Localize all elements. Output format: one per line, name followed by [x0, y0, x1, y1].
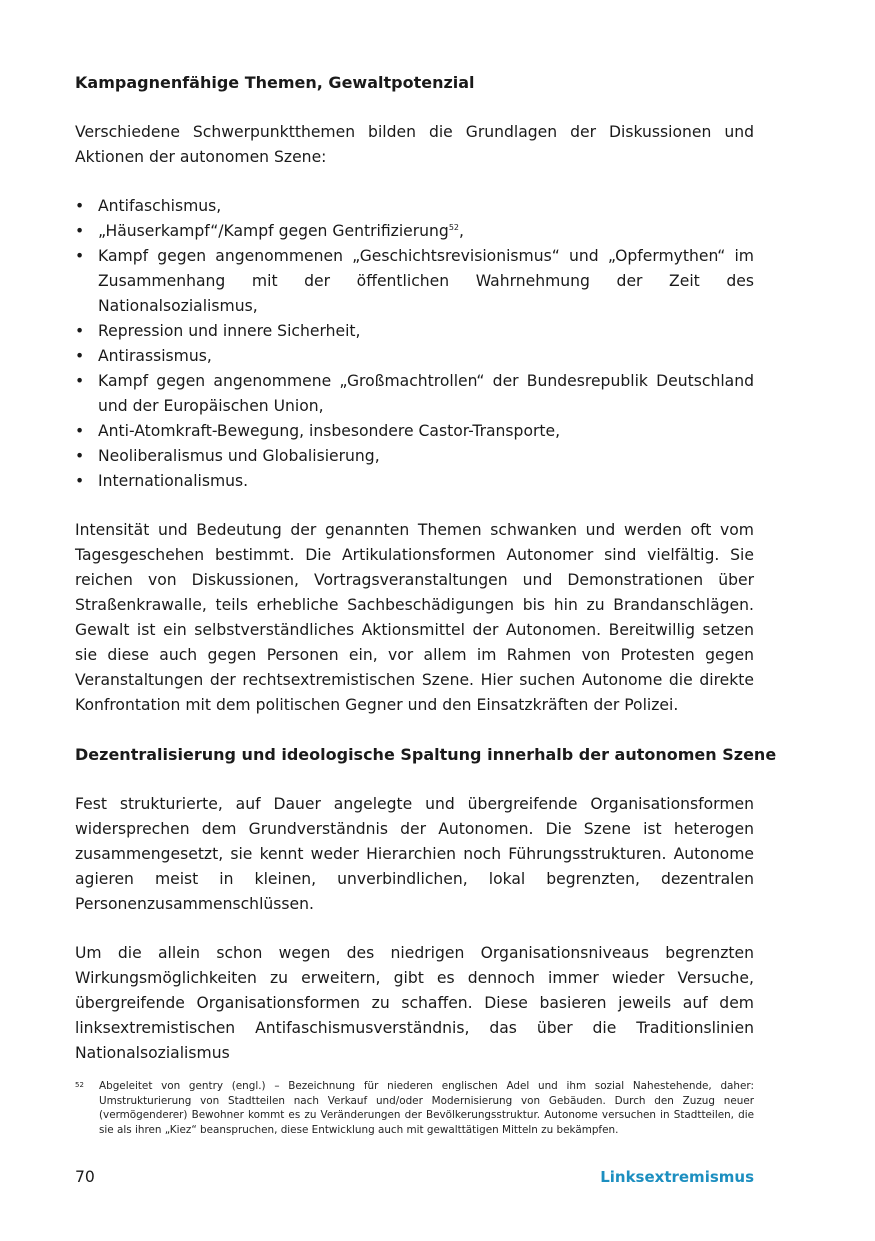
footnote-text: Abgeleitet von gentry (engl.) – Bezeichnung für niederen englischen Adel und ihm sozial Nahestehende, daher: Umstrukturierung von Stadtteilen nach Verkauf und/oder Modernisierung von Gebäuden. Durch den Zuzug neuer (vermögenderer) Bewohner kommt es zu Veränderungen der Bevölkerungsstruktur. Autonome versuchen in Stadtteilen, die sie als ihren „Kiez“ beanspruchen, diese Entwicklung auch mit gewalttätigen Mitteln zu bekämpfen.	[99, 1080, 754, 1136]
running-title: Linksextremismus	[600, 1168, 754, 1186]
list-item: • Anti-Atomkraft-Bewegung, insbesondere Castor-Transporte,	[75, 419, 754, 444]
organization-paragraph: Um die allein schon wegen des niedrigen Organisationsniveaus begrenzten Wirkungsmöglichkeiten zu erweitern, gibt es dennoch immer wieder Versuche, übergreifende Organisationsformen zu schaffen. Diese basieren jeweils auf dem linksextremistischen Antifaschismusverständnis, das über die Traditionslinien Nationalsozialismus	[75, 944, 754, 1062]
page-footer	[75, 1168, 754, 1190]
list-item-text: „Häuserkampf“/Kampf gegen Gentrifizierung	[98, 222, 449, 240]
list-item: • Kampf gegen angenommene „Großmachtrollen“ der Bundesrepublik Deutschland und der Europäischen Union,	[75, 369, 754, 419]
footnote-reference[interactable]: 52	[448, 223, 460, 232]
list-item	[75, 219, 754, 244]
footnote-number: 52	[75, 1081, 84, 1089]
structure-paragraph: Fest strukturierte, auf Dauer angelegte und übergreifende Organisationsformen widersprechen dem Grundverständnis der Autonomen. Die Szene ist heterogen zusammengesetzt, sie kennt weder Hierarchien noch Führungsstrukturen. Autonome agieren meist in kleinen, unverbindlichen, lokal begrenzten, dezentralen Personenzusammenschlüssen.	[75, 795, 754, 913]
list-item-suffix: ,	[459, 222, 464, 240]
list-item: • Antirassismus,	[75, 344, 754, 369]
topic-list	[75, 194, 754, 494]
list-item: • Antifaschismus,	[75, 194, 754, 219]
section-heading-campaign-topics: Kampagnenfähige Themen, Gewaltpotenzial	[75, 73, 475, 92]
footnote	[75, 1079, 754, 1137]
intensity-paragraph: Intensität und Bedeutung der genannten Themen schwanken und werden oft vom Tagesgeschehen bestimmt. Die Artikulationsformen Autonomer sind vielfältig. Sie reichen von Diskussionen, Vortragsveranstaltungen und Demonstrationen über Straßenkrawalle, teils erhebliche Sachbeschädigungen bis hin zu Brandanschlägen. Gewalt ist ein selbstverständliches Aktionsmittel der Autonomen. Bereitwillig setzen sie diese auch gegen Personen ein, vor allem im Rahmen von Protesten gegen Veranstaltungen der rechtsextremistischen Szene. Hier suchen Autonome die direkte Konfrontation mit dem politischen Gegner und den Einsatzkräften der Polizei.	[75, 521, 754, 714]
list-item: • Neoliberalismus und Globalisierung,	[75, 444, 754, 469]
list-item: • Internationalismus.	[75, 469, 754, 494]
list-item: • Kampf gegen angenommenen „Geschichtsrevisionismus“ und „Opfermythen“ im Zusammenhang mit der öffentlichen Wahrnehmung der Zeit des Nationalsozialismus,	[75, 244, 754, 319]
list-item: • Repression und innere Sicherheit,	[75, 319, 754, 344]
page-body	[75, 70, 777, 1066]
intro-paragraph: Verschiedene Schwerpunktthemen bilden die Grundlagen der Diskussionen und Aktionen der autonomen Szene:	[75, 123, 754, 166]
section-heading-decentralization: Dezentralisierung und ideologische Spaltung innerhalb der autonomen Szene	[75, 745, 777, 764]
page-number: 70	[75, 1168, 95, 1186]
